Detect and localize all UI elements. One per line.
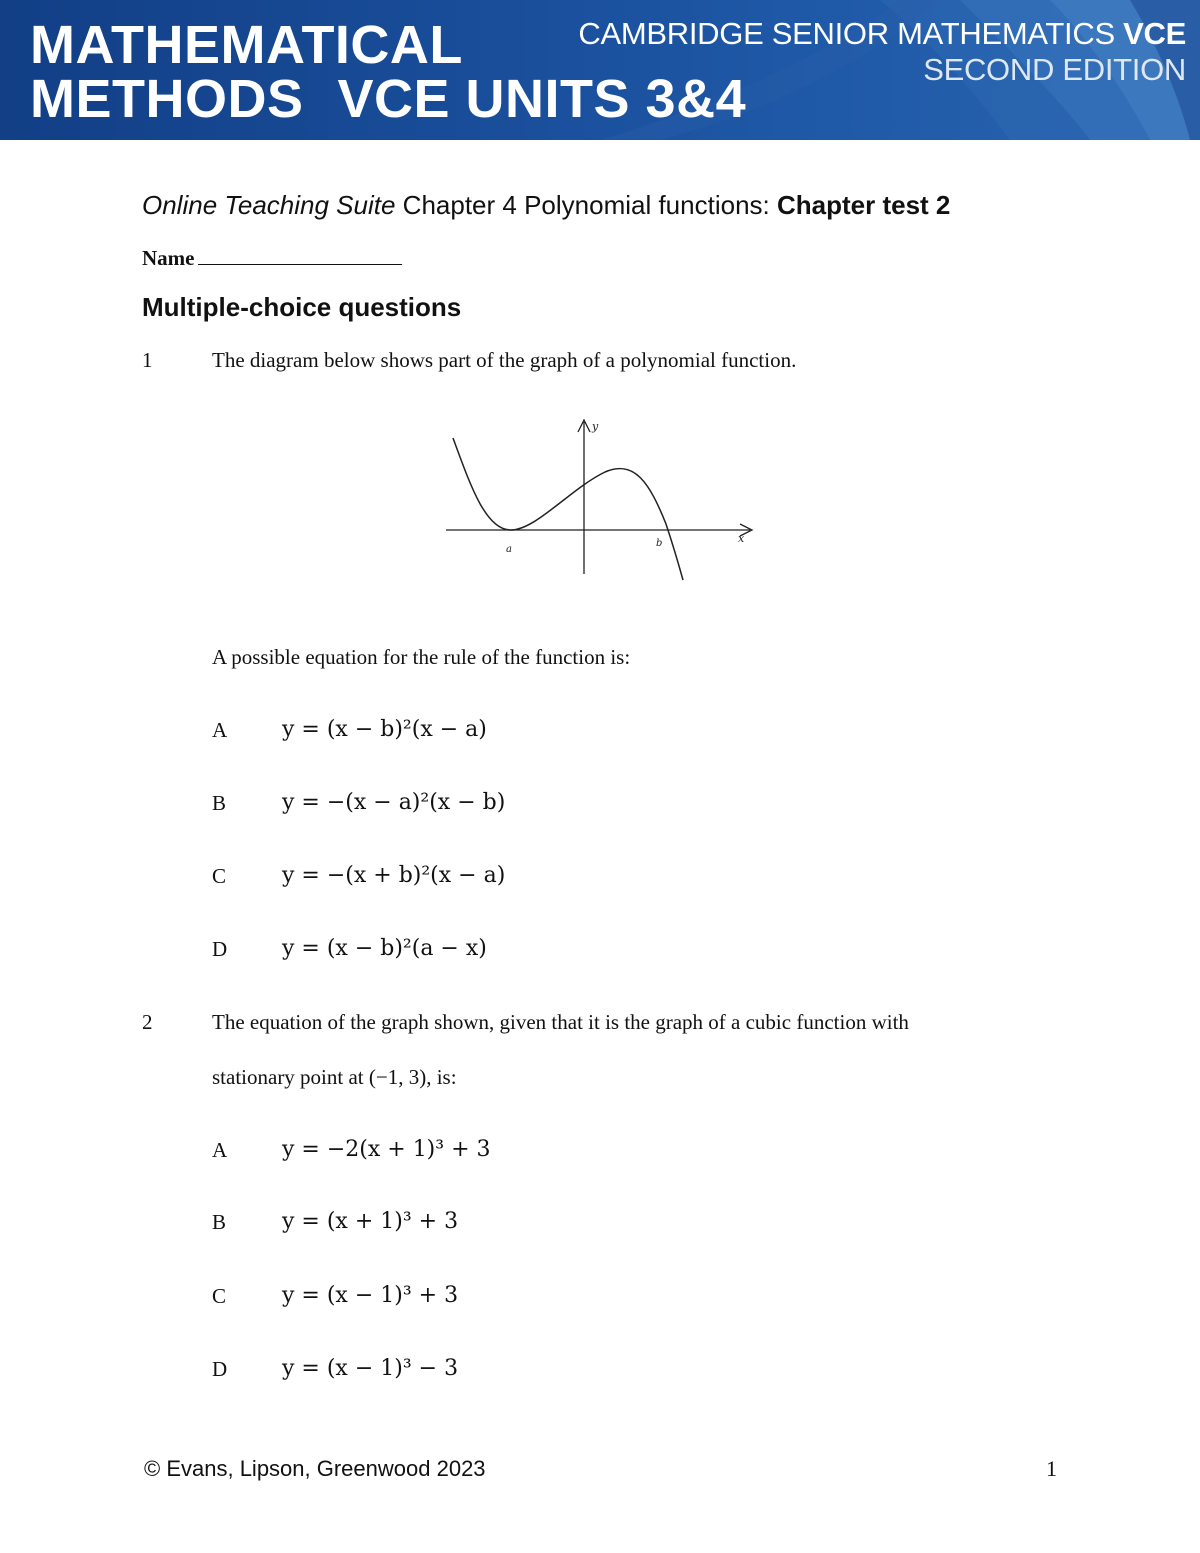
question-1-number: 1 [142,348,153,372]
question-1-option-b-letter: B [212,791,227,815]
footer-page-number: 1 [1046,1456,1057,1481]
question-2-option-c-equation: y = (x − 1)³ + 3 [282,1283,459,1308]
question-1-option-b-equation: y = −(x − a)²(x − b) [282,790,506,815]
footer-copyright: © Evans, Lipson, Greenwood 2023 [144,1456,486,1481]
question-2-option-a-letter: A [212,1138,228,1162]
document-title-chapter: Chapter 4 Polynomial functions: [395,190,777,220]
document-title-test: Chapter test 2 [776,190,951,220]
graph-x-label: x [738,532,745,545]
graph-point-b-label: b [656,538,663,549]
name-label: Name [142,246,195,270]
graph-curve [453,438,683,580]
question-1-graph [440,414,760,586]
document-title [142,190,950,221]
question-1-text: The diagram below shows part of the graph of a polynomial function. [212,348,797,372]
banner-series-line1 [578,16,1186,52]
question-2-text-line1: The equation of the graph shown, given that it is the graph of a cubic function with [212,1010,909,1034]
question-1-option-c-letter: C [212,864,227,888]
question-1-option-a-equation: y = (x − b)²(x − a) [282,717,487,742]
question-2-number: 2 [142,1010,153,1034]
graph-y-label: y [592,420,599,433]
question-1-option-d-letter: D [212,937,228,961]
question-2-option-b-equation: y = (x + 1)³ + 3 [282,1209,459,1234]
banner-series [578,16,1186,88]
question-2-option-d-equation: y = (x − 1)³ − 3 [282,1356,459,1381]
banner-series-edition: SECOND EDITION [923,52,1186,87]
document-title-suite: Online Teaching Suite [142,190,396,220]
banner-series-vce: VCE [1123,16,1186,51]
banner-title-methods: METHODS [30,69,304,129]
question-2-option-a-equation: y = −2(x + 1)³ + 3 [282,1137,491,1162]
question-2-option-d-letter: D [212,1357,228,1381]
question-2-text-line2: stationary point at (−1, 3), is: [212,1065,457,1089]
banner-title-units: VCE UNITS 3&4 [337,69,747,129]
question-2-option-c-letter: C [212,1284,227,1308]
banner-series-name: CAMBRIDGE SENIOR MATHEMATICS [578,16,1124,51]
question-2-option-b-letter: B [212,1210,227,1234]
banner-title-line1: MATHEMATICAL [30,15,463,75]
question-1-option-c-equation: y = −(x + b)²(x − a) [282,863,506,888]
section-heading: Multiple-choice questions [142,292,462,322]
name-blank-line [198,246,402,265]
name-field [142,246,402,271]
question-1-option-d-equation: y = (x − b)²(a − x) [282,936,487,961]
question-1-option-a-letter: A [212,718,228,742]
header-banner [0,0,1200,140]
graph-point-a-label: a [506,544,512,555]
question-1-prompt: A possible equation for the rule of the function is: [212,645,631,669]
